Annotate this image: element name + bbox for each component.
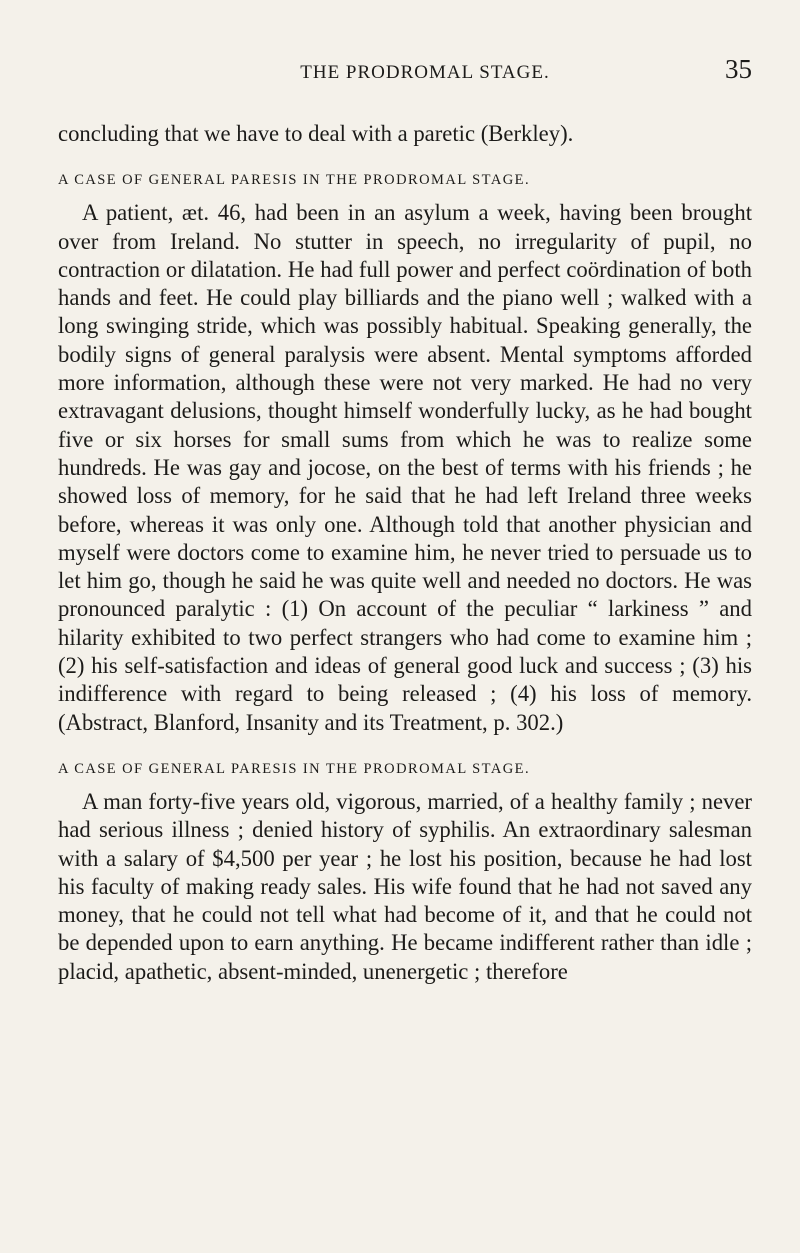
running-title: THE PRODROMAL STAGE. [300,62,550,83]
opening-paragraph: concluding that we have to deal with a paretic (Berkley). [58,121,574,146]
case-2-heading: A CASE OF GENERAL PARESIS IN THE PRODROMAL STAGE. [58,760,531,777]
case-1-body: A patient, æt. 46, had been in an asylum a week, having been brought over from Ireland. No stutter in speech, no irregularity of pupil, no contraction or dilatation. He had full power and perfect coördination of both hands and feet. He could play billiards and the piano well ; walked with a long swinging stride, which was possibly habitual. Speaking generally, the bodily signs of general paralysis were absent. Mental symptoms afforded more information, although these were not very marked. He had no very extravagant delusions, thought himself wonderfully lucky, as he had bought five or six horses for small sums from which he was to realize some hundreds. He was gay and jocose, on the best of terms with his friends ; he showed loss of memory, for he said that he had left Ireland three weeks before, whereas it was only one. Although told that another physician and myself were doctors come to examine him, he never tried to persuade us to let him go, though he said he was quite well and needed no doctors. He was pronounced paralytic : (1) On account of the peculiar “ larkiness ” and hilarity exhibited to two perfect strangers who had come to examine him ; (2) his self-satisfaction and ideas of general good luck and success ; (3) his indifference with regard to being released ; (4) his loss of memory. (Abstract, Blanford, Insanity and its Treatment, p. 302.) [58,200,752,735]
book-page [58,54,752,986]
case-1-heading: A CASE OF GENERAL PARESIS IN THE PRODROMAL STAGE. [58,172,531,189]
page-number: 35 [725,54,752,84]
running-head [98,54,752,92]
case-2-body: A man forty-five years old, vigorous, married, of a healthy family ; never had serious illness ; denied history of syphilis. An extraordinary salesman with a salary of $4,500 per year ; he lost his position, because he had lost his faculty of making ready sales. His wife found that he had not saved any money, that he could not tell what had become of it, and that he could not be depended upon to earn anything. He became indifferent rather than idle ; placid, apathetic, absent-minded, unenergetic ; therefore [58,788,752,984]
